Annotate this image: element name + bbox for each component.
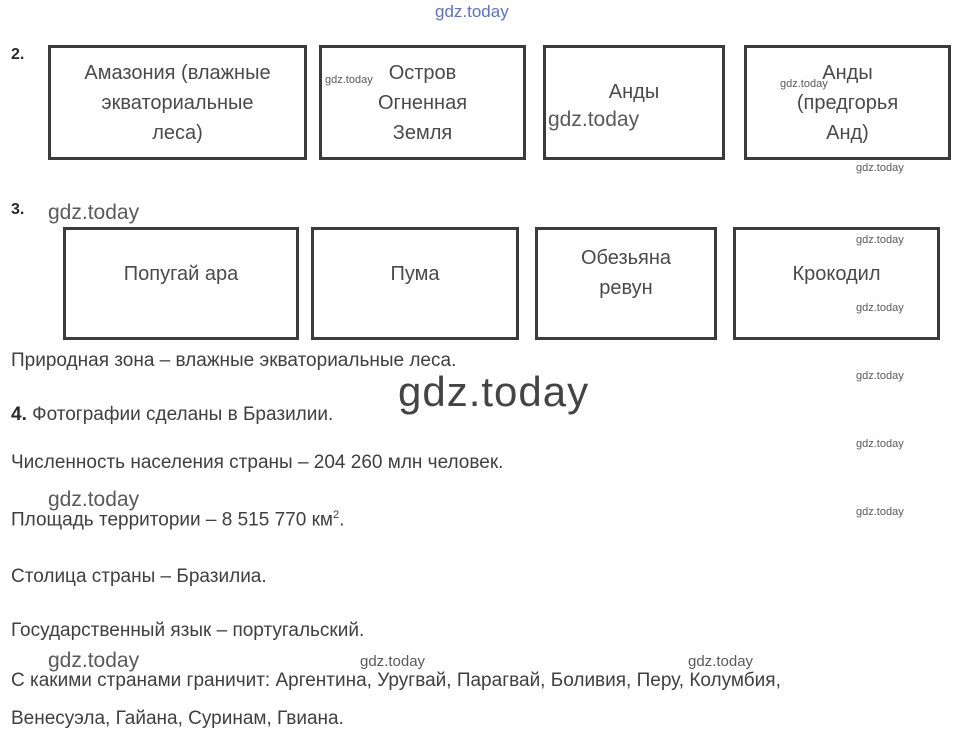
answer-box-andes-foothills	[744, 45, 951, 160]
answer-box-howler-monkey	[535, 227, 717, 340]
watermark: gdz.today	[780, 78, 828, 90]
watermark: gdz.today	[360, 653, 426, 670]
watermark: gdz.today	[548, 108, 640, 131]
borders-line-1: С какими странами граничит: Аргентина, Уругвай, Парагвай, Боливия, Перу, Колумбия,	[11, 670, 781, 691]
watermark: gdz.today	[325, 74, 373, 86]
section-2-number: 2.	[11, 46, 25, 63]
area-superscript: 2	[332, 509, 340, 521]
answer-box-crocodile	[733, 227, 940, 340]
borders-line-2: Венесуэла, Гайана, Суринам, Гвиана.	[11, 708, 344, 729]
area-text: Площадь территории – 8 515 770 км	[11, 509, 333, 531]
answer-box-text: Обезьяна ревун	[580, 246, 672, 299]
area-line	[11, 509, 344, 531]
natural-zone-text: Природная зона – влажные экваториальные леса.	[11, 350, 457, 371]
answer-box-text: Попугай ара	[123, 262, 239, 285]
watermark: gdz.today	[48, 649, 140, 672]
answer-box-andes	[543, 45, 725, 160]
answer-box-text: Амазония (влажные экваториальные леса)	[84, 61, 271, 144]
population-text: Численность населения страны – 204 260 млн человек.	[11, 452, 504, 473]
watermark: gdz.today	[856, 162, 904, 174]
photos-text: Фотографии сделаны в Бразилии.	[32, 404, 334, 425]
watermark: gdz.today	[398, 368, 590, 415]
answer-box-text: Пума	[390, 262, 440, 285]
answer-box-puma	[311, 227, 519, 340]
section-3-number: 3.	[11, 201, 25, 218]
watermark: gdz.today	[856, 438, 904, 450]
answer-box-text: Остров Огненная Земля	[377, 61, 468, 144]
section-4-number: 4.	[11, 404, 27, 425]
language-text: Государственный язык – португальский.	[11, 620, 365, 641]
watermark: gdz.today	[48, 201, 140, 224]
watermark: gdz.today	[856, 234, 904, 246]
answer-box-macaw	[63, 227, 299, 340]
answer-box-text: Анды	[608, 80, 660, 103]
watermark: gdz.today	[688, 653, 754, 670]
answer-box-text: Крокодил	[792, 262, 881, 285]
watermark: gdz.today	[856, 506, 904, 518]
watermark: gdz.today	[435, 2, 509, 21]
area-end: .	[339, 509, 345, 531]
capital-text: Столица страны – Бразилиа.	[11, 566, 267, 587]
answer-box-amazonia	[48, 45, 307, 160]
answer-box-text: Анды (предгорья Анд)	[796, 61, 899, 144]
watermark: gdz.today	[856, 370, 904, 382]
photos-line	[11, 404, 333, 426]
watermark: gdz.today	[48, 488, 140, 511]
watermark: gdz.today	[856, 302, 904, 314]
answer-box-tierra-del-fuego	[319, 45, 526, 160]
